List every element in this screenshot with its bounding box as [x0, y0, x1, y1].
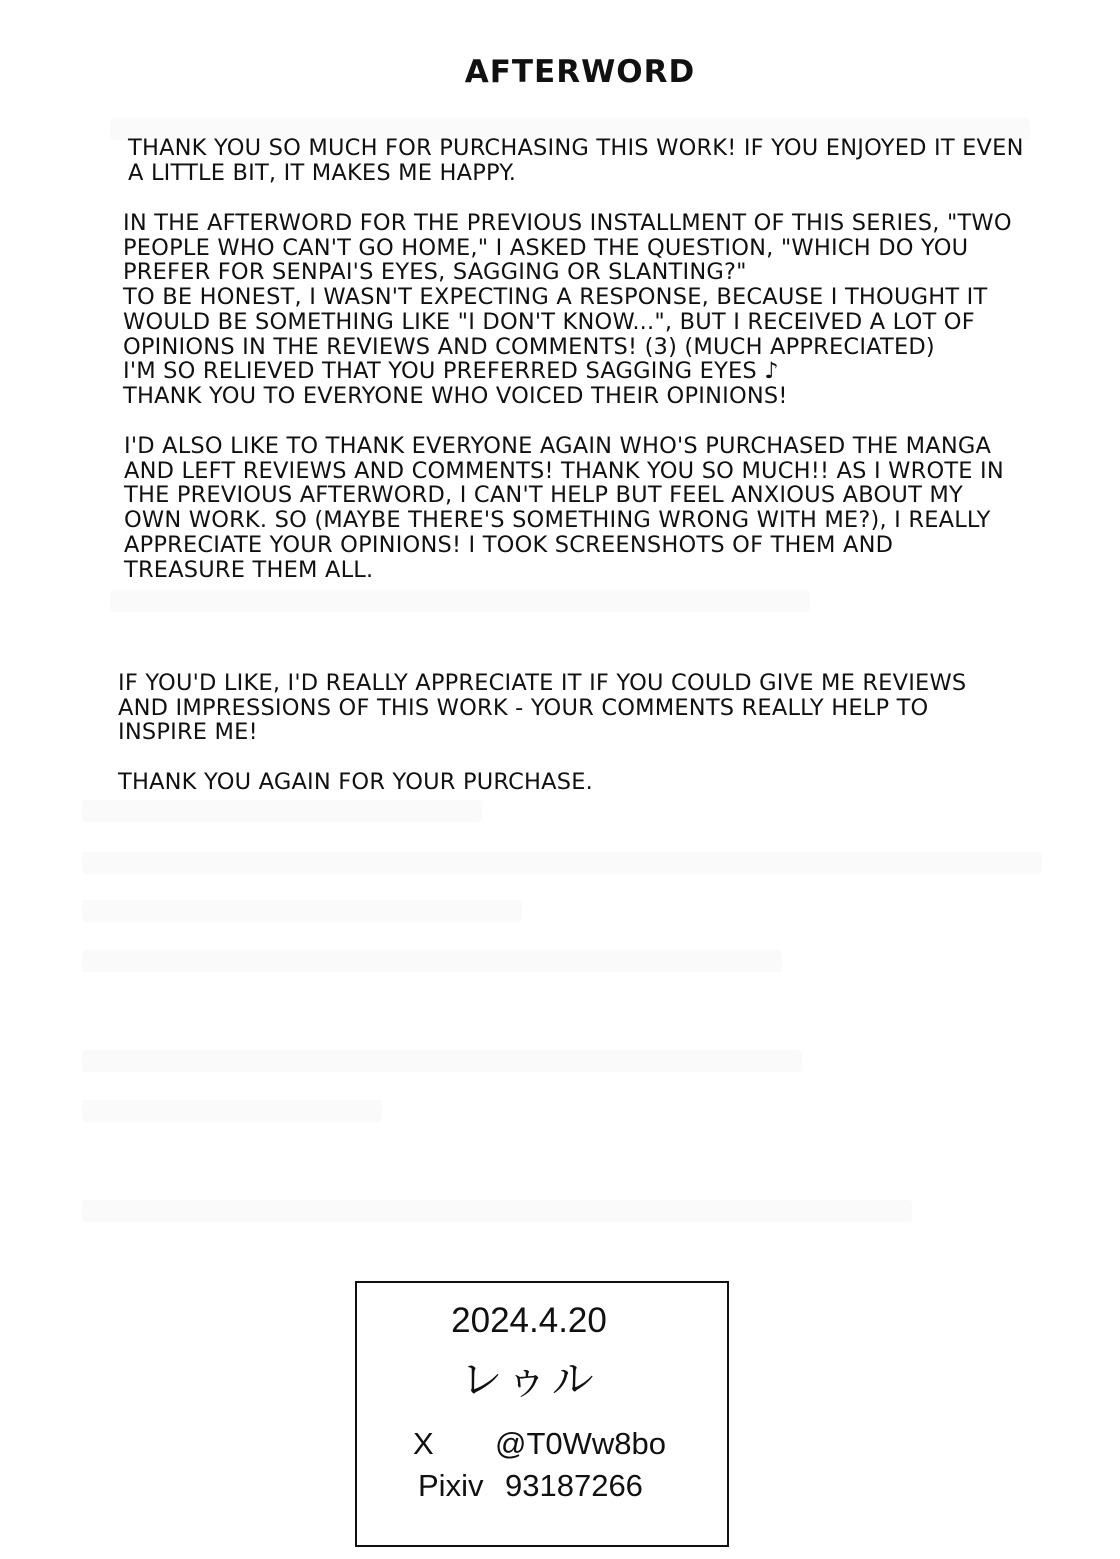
text-line: TREASURE THEM ALL. [124, 556, 374, 583]
scan-ghost-band [110, 590, 810, 612]
text-line: A LITTLE BIT, IT MAKES ME HAPPY. [128, 159, 517, 186]
text-line: INSPIRE ME! [118, 719, 258, 746]
text-line: IN THE AFTERWORD FOR THE PREVIOUS INSTALLMENT OF THIS SERIES, "TWO [123, 210, 1012, 236]
scan-ghost-band [82, 1100, 382, 1122]
paragraph-closing [118, 770, 593, 795]
paragraph-thanks [128, 136, 1024, 185]
text-line: TO BE HONEST, I WASN'T EXPECTING A RESPONSE, BECAUSE I THOUGHT IT [123, 284, 988, 311]
scan-ghost-band [82, 800, 482, 822]
text-line: OWN WORK. SO (MAYBE THERE'S SOMETHING WRONG WITH ME?), I REALLY [124, 507, 991, 534]
text-line: THE PREVIOUS AFTERWORD, I CAN'T HELP BUT FEEL ANXIOUS ABOUT MY [124, 482, 963, 509]
paragraph-thanks-reviews [124, 434, 1004, 582]
text-line: THANK YOU TO EVERYONE WHO VOICED THEIR OPINIONS! [123, 382, 788, 409]
text-line: AND LEFT REVIEWS AND COMMENTS! THANK YOU SO MUCH!! AS I WROTE IN [124, 457, 1004, 484]
text-line: PEOPLE WHO CAN'T GO HOME," I ASKED THE QUESTION, "WHICH DO YOU [123, 234, 969, 261]
scan-ghost-band [82, 852, 1042, 874]
pixiv-label: Pixiv [418, 1468, 484, 1503]
text-line: PREFER FOR SENPAI'S EYES, SAGGING OR SLANTING?" [123, 259, 747, 286]
paragraph-request-reviews [118, 671, 966, 745]
text-line: APPRECIATE YOUR OPINIONS! I TOOK SCREENSHOTS OF THEM AND [124, 531, 894, 558]
text-line: IF YOU'D LIKE, I'D REALLY APPRECIATE IT IF YOU COULD GIVE ME REVIEWS [118, 670, 967, 696]
pixiv-id: 93187266 [505, 1468, 643, 1503]
page-title: AFTERWORD [464, 54, 696, 90]
scan-ghost-band [82, 1050, 802, 1072]
x-label: X [413, 1426, 434, 1461]
text-line: AND IMPRESSIONS OF THIS WORK - YOUR COMMENTS REALLY HELP TO [118, 694, 929, 721]
text-line: I'M SO RELIEVED THAT YOU PREFERRED SAGGING EYES ♪ [123, 358, 779, 385]
text-line: I'D ALSO LIKE TO THANK EVERYONE AGAIN WHO'S PURCHASED THE MANGA [124, 433, 992, 459]
scan-ghost-band [82, 900, 522, 922]
x-handle: @T0Ww8bo [495, 1426, 667, 1461]
text-line: THANK YOU AGAIN FOR YOUR PURCHASE. [118, 769, 594, 795]
text-line: THANK YOU SO MUCH FOR PURCHASING THIS WORK! IF YOU ENJOYED IT EVEN [128, 135, 1024, 161]
author-name: レゥル [460, 1355, 598, 1404]
text-line: WOULD BE SOMETHING LIKE "I DON'T KNOW...", BUT I RECEIVED A LOT OF [123, 308, 975, 335]
scan-ghost-band [82, 950, 782, 972]
credits-box [355, 1281, 729, 1547]
paragraph-previous-afterword [123, 211, 1012, 409]
text-line: OPINIONS IN THE REVIEWS AND COMMENTS! (3) (MUCH APPRECIATED) [123, 333, 935, 360]
scan-ghost-band [82, 1200, 912, 1222]
credit-date: 2024.4.20 [451, 1301, 607, 1340]
